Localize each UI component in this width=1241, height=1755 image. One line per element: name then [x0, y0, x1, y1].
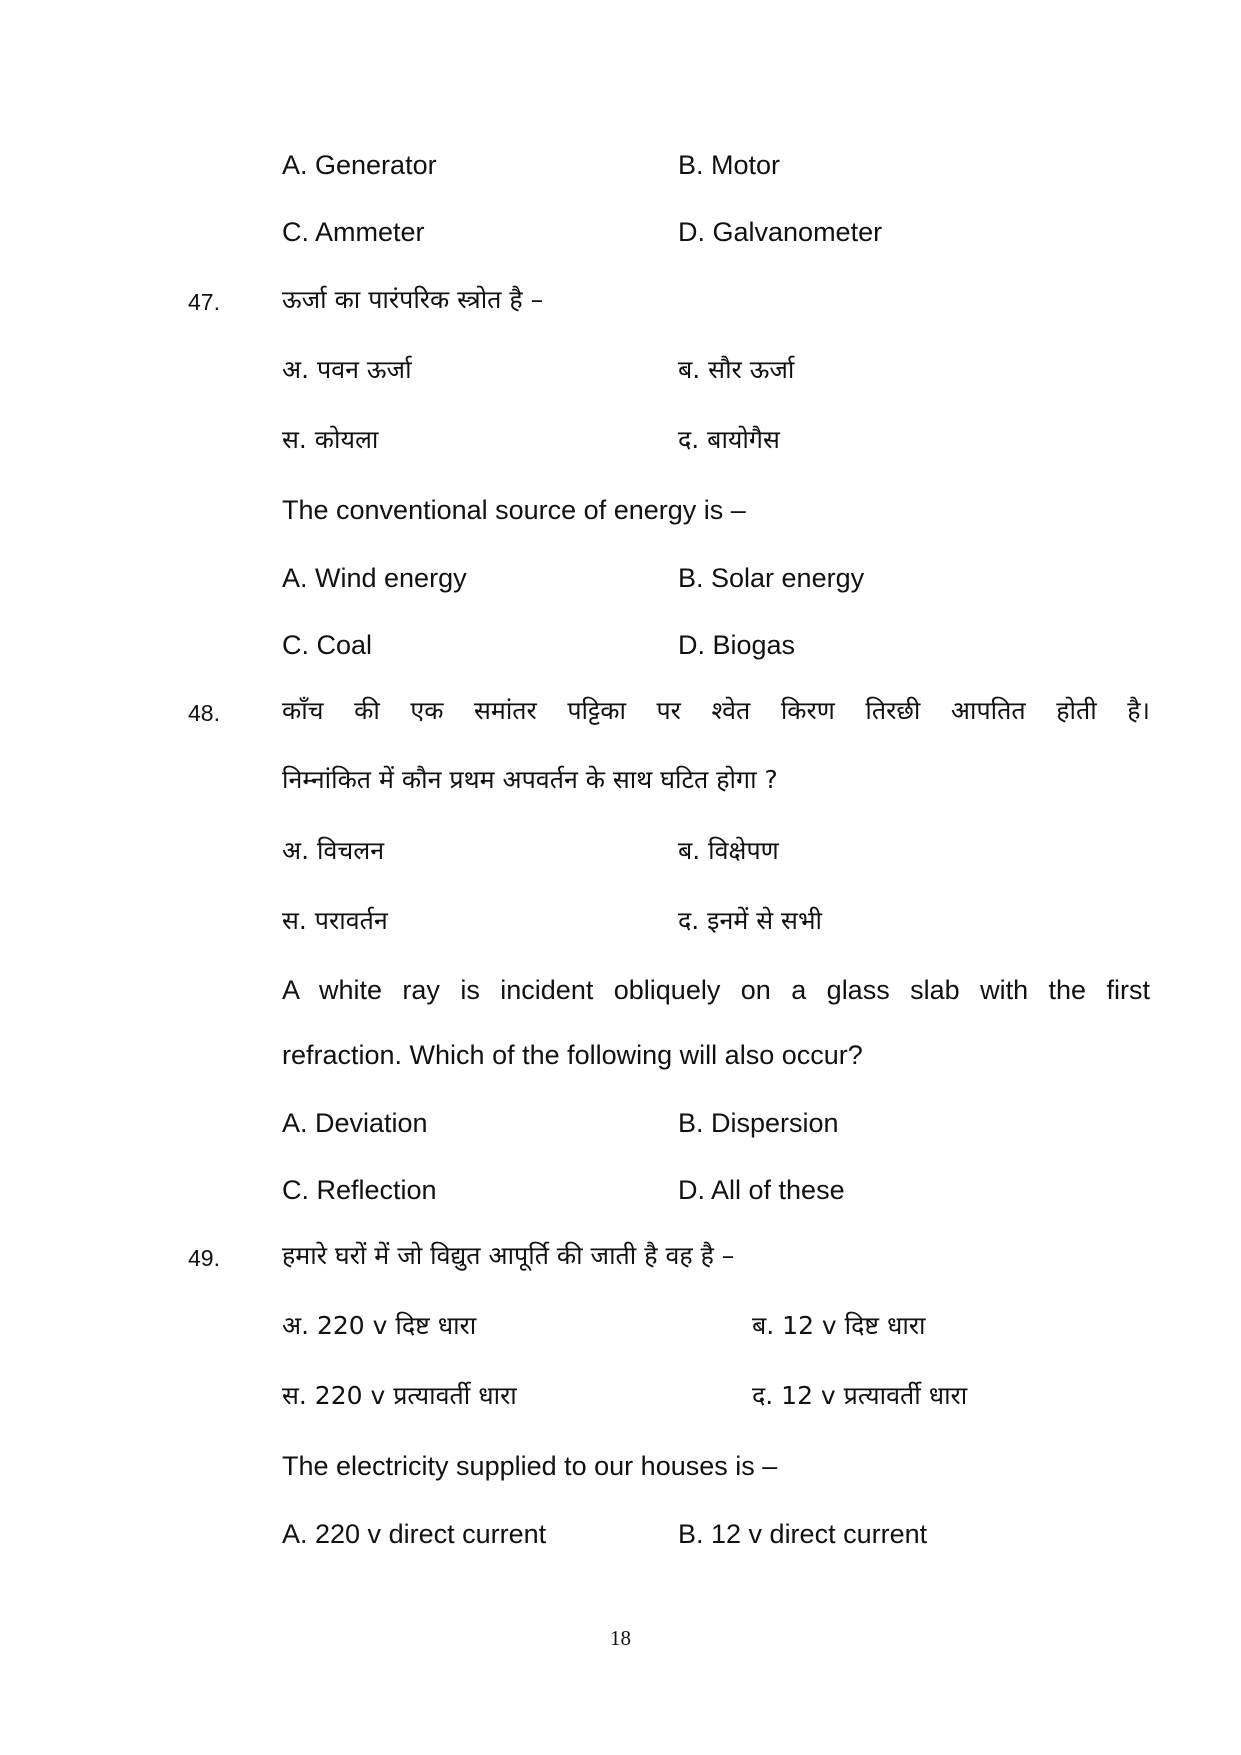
option-hindi-b: ब. विक्षेपण — [678, 836, 779, 865]
option-d: D. Galvanometer — [678, 217, 883, 247]
option-hindi-c: स. परावर्तन — [282, 906, 388, 935]
option-c: C. Reflection — [282, 1175, 437, 1205]
option-a: A. 220 v direct current — [282, 1519, 547, 1549]
question-text-hindi: ऊर्जा का पारंपरिक स्त्रोत है – — [282, 285, 544, 314]
option-c: C. Ammeter — [282, 217, 425, 247]
option-b: B. 12 v direct current — [678, 1519, 928, 1549]
question-text-english-line-1: A white ray is incident obliquely on a glass slab with the first — [282, 975, 1150, 1005]
option-b: B. Dispersion — [678, 1108, 839, 1138]
option-hindi-d: द. बायोगैस — [678, 425, 780, 454]
option-hindi-a: अ. विचलन — [282, 836, 385, 865]
question-text-hindi-line-2: निम्नांकित में कौन प्रथम अपवर्तन के साथ घटित होगा ? — [282, 765, 778, 794]
question-text-english: The electricity supplied to our houses is – — [282, 1451, 778, 1481]
question-text-hindi: हमारे घरों में जो विद्युत आपूर्ति की जाती है वह है – — [282, 1241, 735, 1270]
option-a: A. Deviation — [282, 1108, 428, 1138]
option-c: C. Coal — [282, 630, 373, 660]
option-a: A. Wind energy — [282, 563, 467, 593]
option-hindi-a: अ. पवन ऊर्जा — [282, 355, 412, 384]
option-b: B. Motor — [678, 150, 781, 180]
question-text-hindi-line-1: काँच की एक समांतर पट्टिका पर श्वेत किरण तिरछी आपतित होती है। — [282, 696, 1150, 725]
page-number: 18 — [610, 1626, 631, 1650]
option-d: D. All of these — [678, 1175, 845, 1205]
option-a: A. Generator — [282, 150, 437, 180]
option-hindi-a: अ. 220 v दिष्ट धारा — [282, 1311, 477, 1340]
option-hindi-d: द. 12 v प्रत्यावर्ती धारा — [752, 1381, 968, 1410]
option-d: D. Biogas — [678, 630, 796, 660]
option-hindi-d: द. इनमें से सभी — [678, 906, 823, 935]
question-number: 47. — [188, 289, 220, 315]
option-hindi-c: स. कोयला — [282, 425, 379, 454]
question-number: 49. — [188, 1245, 220, 1271]
option-hindi-b: ब. 12 v दिष्ट धारा — [752, 1311, 926, 1340]
question-number: 48. — [188, 700, 220, 726]
option-b: B. Solar energy — [678, 563, 865, 593]
question-text-english-line-2: refraction. Which of the following will also occur? — [282, 1040, 863, 1070]
option-hindi-c: स. 220 v प्रत्यावर्ती धारा — [282, 1381, 517, 1410]
question-text-english: The conventional source of energy is – — [282, 495, 746, 525]
option-hindi-b: ब. सौर ऊर्जा — [678, 355, 795, 384]
